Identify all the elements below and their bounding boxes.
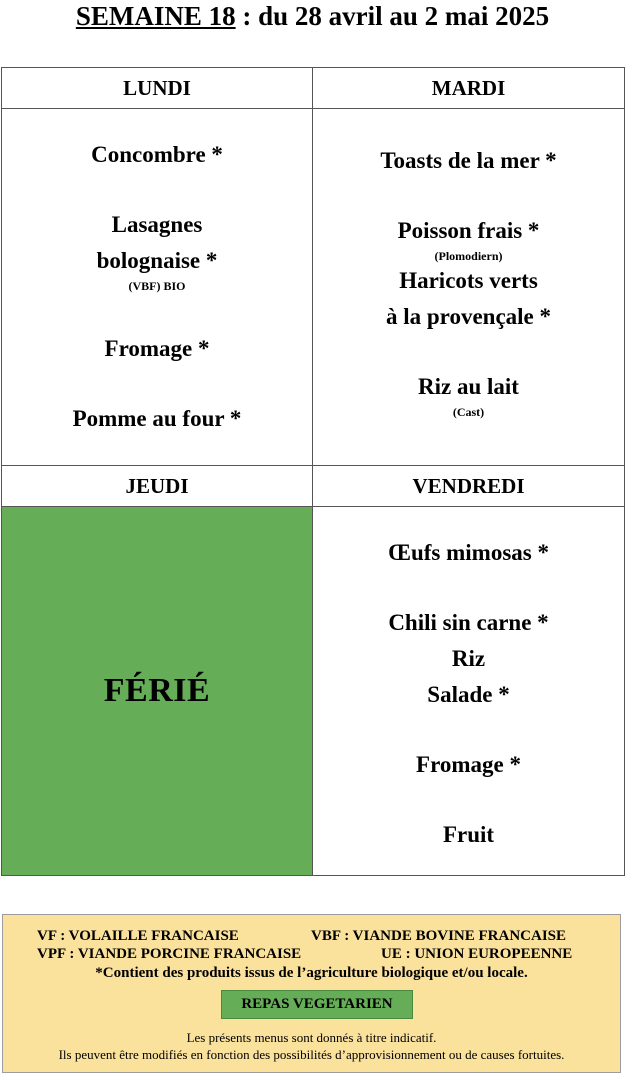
day-header-jeudi: JEUDI xyxy=(2,466,313,507)
menu-item-starter: Toasts de la mer * xyxy=(380,148,557,173)
legend-bio-note: *Contient des produits issus de l’agriculture biologique et/ou locale. xyxy=(95,965,528,981)
legend-vf: VF : VOLAILLE FRANCAISE xyxy=(37,928,239,944)
legend-ue: UE : UNION EUROPEENNE xyxy=(381,946,573,962)
menu-item-dessert: Pomme au four * xyxy=(72,406,242,431)
menu-item-cheese: Fromage * xyxy=(104,336,210,361)
day-header-mardi: MARDI xyxy=(313,68,625,109)
disclaimer-line: Ils peuvent être modifiés en fonction des possibilités d’approvisionnement ou de causes fortuites. xyxy=(58,1047,565,1062)
menu-item-starter: Œufs mimosas * xyxy=(387,540,549,565)
menu-item-note: (VBF) BIO xyxy=(128,279,186,293)
menu-cell-mardi xyxy=(313,109,625,466)
day-header-lundi: LUNDI xyxy=(2,68,313,109)
legend-row xyxy=(3,946,620,964)
disclaimer-line: Les présents menus sont donnés à titre indicatif. xyxy=(186,1030,437,1045)
menu-item-main: Lasagnes xyxy=(111,212,203,237)
menu-item-dessert: Riz au lait xyxy=(418,374,519,399)
menu-cell-jeudi-holiday xyxy=(2,507,313,876)
menu-item-note: (Cast) xyxy=(452,405,485,419)
menu-item-side-cont: à la provençale * xyxy=(385,304,552,329)
menu-item-main-cont: bolognaise * xyxy=(96,248,218,273)
disclaimer xyxy=(3,1029,620,1063)
legend-vbf: VBF : VIANDE BOVINE FRANCAISE xyxy=(311,928,567,944)
menu-item-cheese: Fromage * xyxy=(416,752,521,777)
vegetarian-meal-badge: REPAS VEGETARIEN xyxy=(221,990,413,1019)
menu-item-main: Poisson frais * xyxy=(397,218,540,243)
holiday-label: FÉRIÉ xyxy=(103,672,211,709)
legend-vpf: VPF : VIANDE PORCINE FRANCAISE xyxy=(37,946,302,962)
date-range: : du 28 avril au 2 mai 2025 xyxy=(235,1,550,31)
menu-cell-vendredi xyxy=(313,507,625,876)
menu-cell-lundi xyxy=(2,109,313,466)
menu-item-side: Riz xyxy=(451,646,486,671)
menu-item-side: Haricots verts xyxy=(399,268,538,293)
menu-item-note: (Plomodiern) xyxy=(434,249,503,263)
menu-item-dessert: Fruit xyxy=(442,822,495,847)
day-header-vendredi: VENDREDI xyxy=(313,466,625,507)
week-number: SEMAINE 18 xyxy=(75,1,236,31)
menu-item-starter: Concombre * xyxy=(91,142,223,167)
page-title xyxy=(0,0,625,38)
legend-row xyxy=(3,928,620,946)
menu-item-main: Chili sin carne * xyxy=(388,610,549,635)
weekly-menu-table xyxy=(1,67,625,876)
legend-box xyxy=(2,914,621,1073)
menu-item-side: Salade * xyxy=(427,682,510,707)
